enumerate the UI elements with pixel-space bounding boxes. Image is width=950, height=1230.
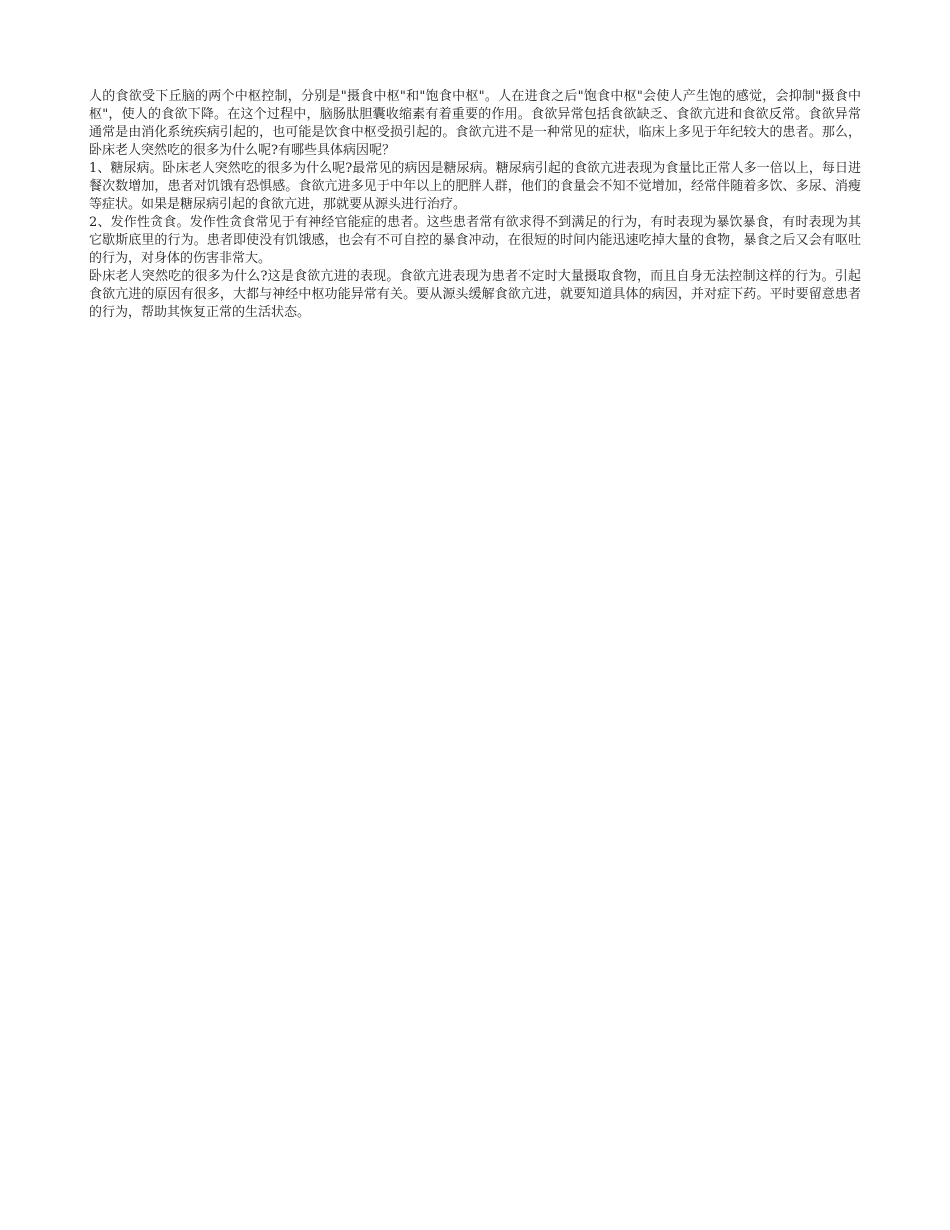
document-body	[89, 88, 861, 322]
cause-binge-eating-paragraph: 2、发作性贪食。发作性贪食常见于有神经官能症的患者。这些患者常有欲求得不到满足的行为，有时表现为暴饮暴食，有时表现为其它歇斯底里的行为。患者即使没有饥饿感，也会有不可自控的暴食冲动，在很短的时间内能迅速吃掉大量的食物，暴食之后又会有呕吐的行为，对身体的伤害非常大。	[89, 215, 861, 266]
cause-diabetes-paragraph: 1、糖尿病。卧床老人突然吃的很多为什么呢?最常见的病因是糖尿病。糖尿病引起的食欲亢进表现为食量比正常人多一倍以上，每日进餐次数增加，患者对饥饿有恐惧感。食欲亢进多见于中年以上的肥胖人群，他们的食量会不知不觉增加，经常伴随着多饮、多尿、消瘦等症状。如果是糖尿病引起的食欲亢进，那就要从源头进行治疗。	[89, 161, 861, 212]
conclusion-paragraph: 卧床老人突然吃的很多为什么?这是食欲亢进的表现。食欲亢进表现为患者不定时大量摄取食物，而且自身无法控制这样的行为。引起食欲亢进的原因有很多，大都与神经中枢功能异常有关。要从源头缓解食欲亢进，就要知道具体的病因，并对症下药。平时要留意患者的行为，帮助其恢复正常的生活状态。	[89, 269, 861, 320]
intro-paragraph: 人的食欲受下丘脑的两个中枢控制，分别是"摄食中枢"和"饱食中枢"。人在进食之后"饱食中枢"会使人产生饱的感觉，会抑制"摄食中枢"，使人的食欲下降。在这个过程中，脑肠肽胆囊收缩素有着重要的作用。食欲异常包括食欲缺乏、食欲亢进和食欲反常。食欲异常通常是由消化系统疾病引起的，也可能是饮食中枢受损引起的。食欲亢进不是一种常见的症状，临床上多见于年纪较大的患者。那么，卧床老人突然吃的很多为什么呢?有哪些具体病因呢？	[89, 89, 861, 158]
